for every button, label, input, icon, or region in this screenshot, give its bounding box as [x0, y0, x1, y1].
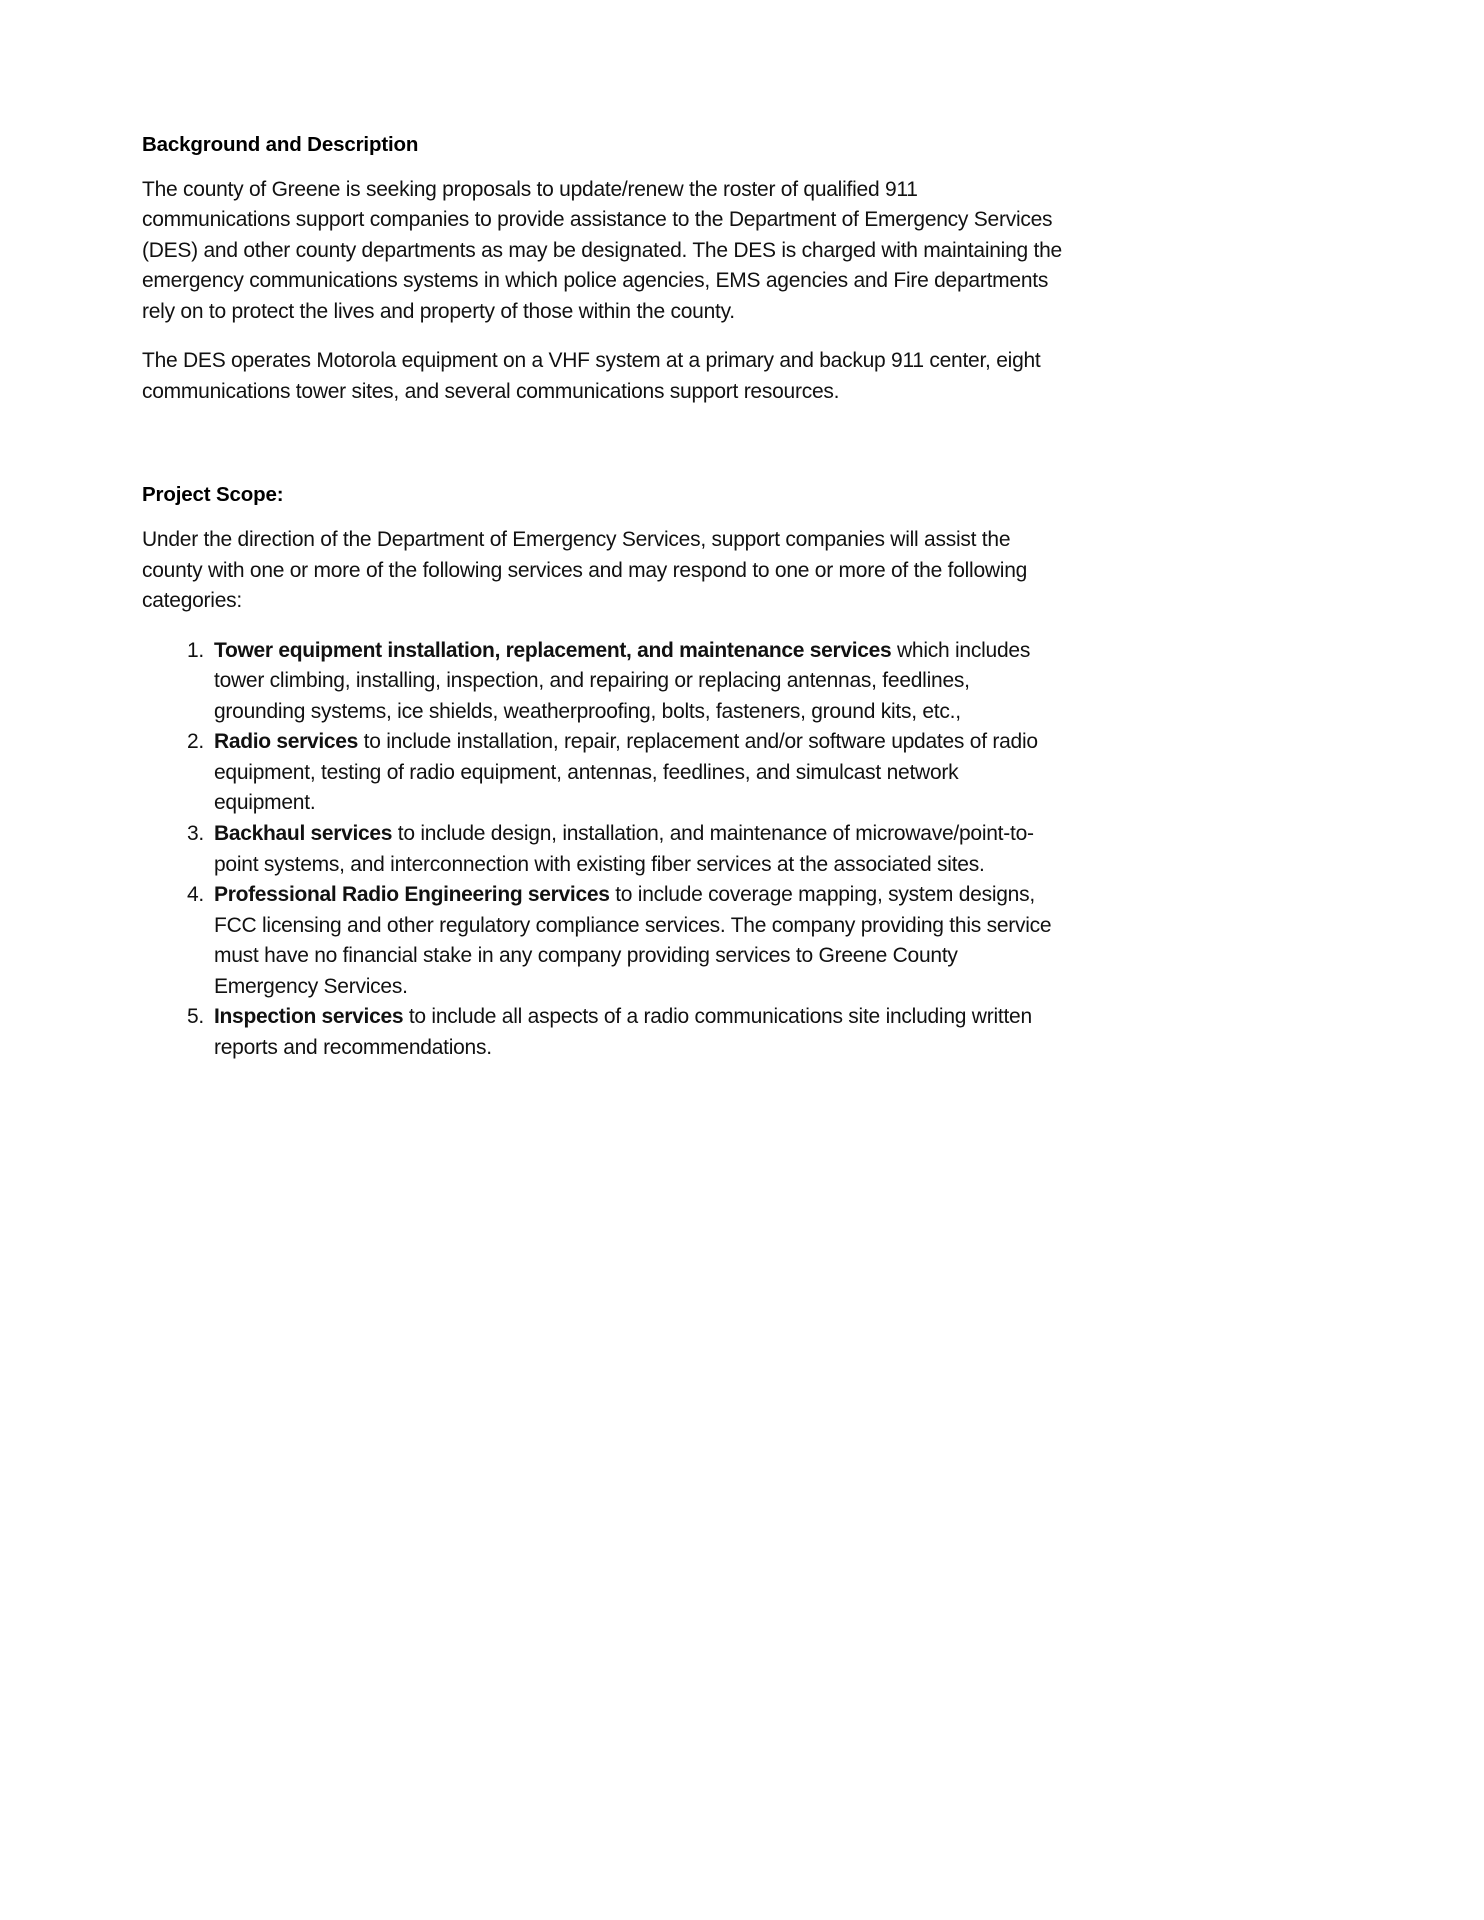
list-item-rest: to include coverage mapping, system designs, FCC licensing and other regulatory compliance services. The company providing this service must have no financial stake in any company providing services to Greene County Emergency Services.: [214, 883, 1052, 998]
list-item-lead: Backhaul services: [214, 822, 393, 846]
section-heading-project-scope: Project Scope:: [142, 483, 284, 507]
project-scope-intro-paragraph: Under the direction of the Department of Emergency Services, support companies will assist the county with one or more of the following services and may respond to one or more of the following categories:: [142, 528, 1028, 613]
document-content: [142, 132, 1062, 1063]
list-item-lead: Inspection services: [214, 1005, 404, 1029]
background-paragraph-2: The DES operates Motorola equipment on a VHF system at a primary and backup 911 center, eight communications tower sites, and several communications support resources.: [142, 349, 1041, 403]
list-item: [142, 1002, 1062, 1063]
list-item-lead: Professional Radio Engineering services: [214, 883, 610, 907]
list-item: [142, 819, 1062, 880]
list-item: [142, 727, 1062, 819]
list-item: [142, 636, 1062, 728]
section-heading-background: Background and Description: [142, 133, 419, 156]
background-paragraph-1: The county of Greene is seeking proposals to update/renew the roster of qualified 911 communications support companies to provide assistance to the Department of Emergency Services (DES) and other county departments as may be designated. The DES is charged with maintaining the emergency communications systems in which police agencies, EMS agencies and Fire departments rely on to protect the lives and property of those within the county.: [142, 177, 1062, 323]
list-item-rest: to include installation, repair, replacement and/or software updates of radio equipment, testing of radio equipment, antennas, feedlines, and simulcast network equipment.: [214, 730, 1038, 815]
project-scope-list: [142, 636, 1062, 1064]
list-item: [142, 880, 1062, 1002]
list-item-lead: Tower equipment installation, replacement, and maintenance services: [214, 638, 892, 662]
list-item-rest: to include all aspects of a radio communications site including written reports and recommendations.: [214, 1005, 1032, 1059]
list-item-rest: to include design, installation, and maintenance of microwave/point-to-point systems, and interconnection with existing fiber services at the associated sites.: [214, 822, 1034, 876]
list-item-lead: Radio services: [214, 730, 359, 754]
list-item-rest: which includes tower climbing, installing, inspection, and repairing or replacing antennas, feedlines, grounding systems, ice shields, weatherproofing, bolts, fasteners, ground kits, etc.,: [214, 638, 1031, 723]
section-spacer: [142, 426, 1062, 482]
